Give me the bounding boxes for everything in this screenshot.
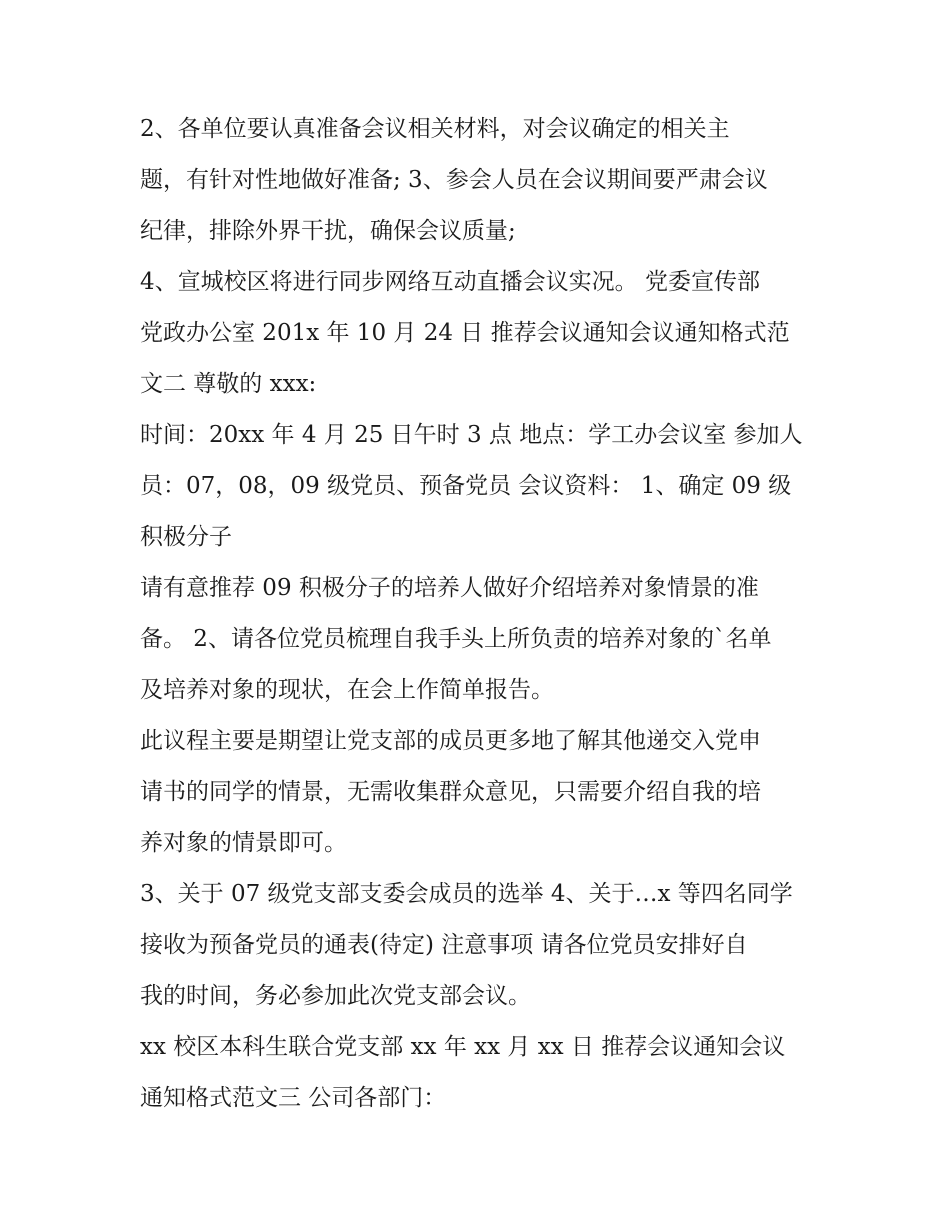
text-line-2: 题，有针对性地做好准备; 3、参会人员在会议期间要严肃会议 (140, 167, 768, 193)
text-line-19: xx 校区本科生联合党支部 xx 年 xx 月 xx 日 推荐会议通知会议 (140, 1034, 786, 1060)
text-line-16: 3、关于 07 级党支部支委会成员的选举 4、关于…x 等四名同学 (140, 881, 793, 907)
text-line-14: 请书的同学的情景，无需收集群众意见，只需要介绍自我的培 (140, 779, 761, 805)
text-line-7: 时间：20xx 年 4 月 25 日午时 3 点 地点：学工办会议室 参加人 (140, 422, 803, 448)
text-line-11: 备。 2、请各位党员梳理自我手头上所负责的培养对象的`名单 (140, 626, 772, 652)
text-line-9: 积极分子 (140, 524, 232, 550)
text-line-15: 养对象的情景即可。 (140, 830, 347, 856)
text-line-5: 党政办公室 201x 年 10 月 24 日 推荐会议通知会议通知格式范 (140, 320, 790, 346)
text-line-17: 接收为预备党员的通表(待定) 注意事项 请各位党员安排好自 (140, 932, 748, 958)
text-line-20: 通知格式范文三 公司各部门： (140, 1085, 447, 1111)
text-line-1: 2、各单位要认真准备会议相关材料，对会议确定的相关主 (140, 116, 730, 142)
text-line-10: 请有意推荐 09 积极分子的培养人做好介绍培养对象情景的准 (140, 575, 759, 601)
text-line-6: 文二 尊敬的 xxx: (140, 371, 317, 397)
text-line-12: 及培养对象的现状，在会上作简单报告。 (140, 677, 554, 703)
text-line-3: 纪律，排除外界干扰，确保会议质量; (140, 218, 516, 244)
text-line-13: 此议程主要是期望让党支部的成员更多地了解其他递交入党申 (140, 728, 761, 754)
text-line-8: 员：07，08，09 级党员、预备党员 会议资料： 1、确定 09 级 (140, 473, 792, 499)
text-line-18: 我的时间，务必参加此次党支部会议。 (140, 983, 531, 1009)
text-line-4: 4、宣城校区将进行同步网络互动直播会议实况。 党委宣传部 (140, 269, 760, 295)
document-body (140, 104, 830, 1124)
